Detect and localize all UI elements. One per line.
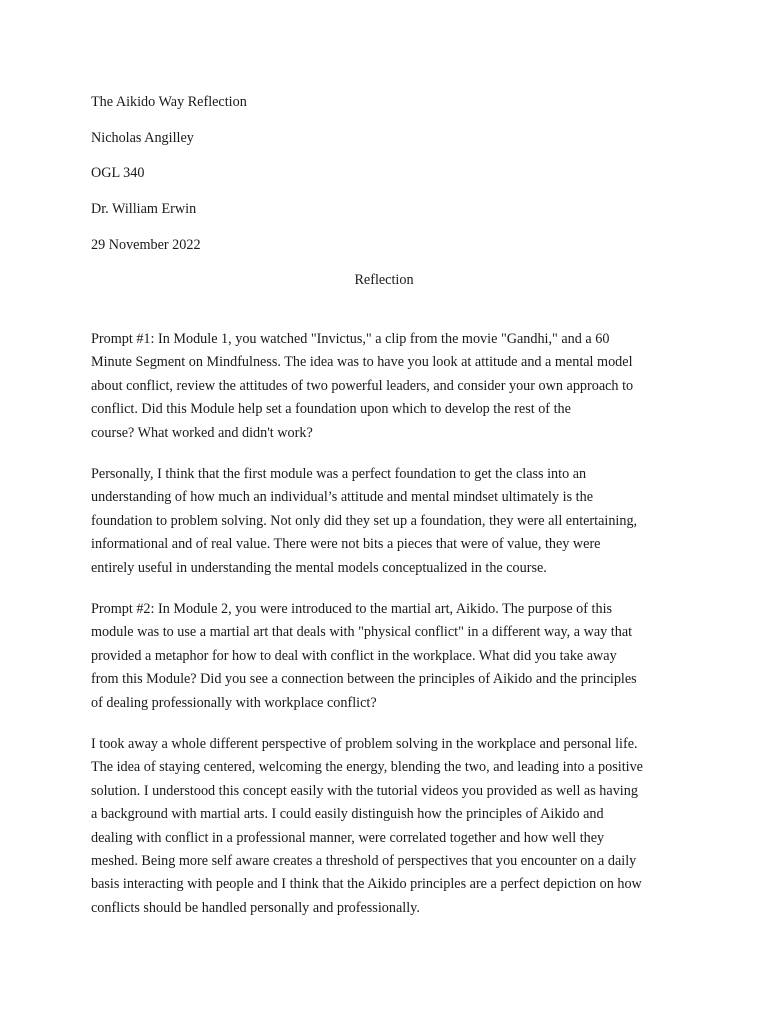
paragraph-line: module was to use a martial art that deals with "physical conflict" in a different way, a way that [91,624,633,641]
paragraph-line: informational and of real value. There were not bits a pieces that were of value, they were [91,536,601,553]
document-title: The Aikido Way Reflection [91,94,247,110]
prompt-2-paragraph [91,598,691,715]
prompt-1-paragraph [91,328,691,445]
paragraph-line: Prompt #2: In Module 2, you were introduced to the martial art, Aikido. The purpose of this [91,601,613,617]
instructor-name: Dr. William Erwin [91,201,197,217]
paragraph-line: course? What worked and didn't work? [91,424,313,441]
paragraph-line: The idea of staying centered, welcoming the energy, blending the two, and leading into a positive [91,759,643,776]
paragraph-line: entirely useful in understanding the mental models conceptualized in the course. [91,559,547,576]
paragraph-line: dealing with conflict in a professional manner, were correlated together and how well they [91,829,605,846]
paragraph-line: provided a metaphor for how to deal with conflict in the workplace. What did you take away [91,647,617,664]
paragraph-line: basis interacting with people and I think that the Aikido principles are a perfect depiction on how [91,876,642,893]
section-title: Reflection [354,272,414,288]
paragraph-line: Prompt #1: In Module 1, you watched "Invictus," a clip from the movie "Gandhi," and a 60 [91,331,610,347]
document-date: 29 November 2022 [91,237,201,253]
author-name: Nicholas Angilley [91,130,194,146]
paragraph-line: understanding of how much an individual’s attitude and mental mindset ultimately is the [91,489,593,506]
paragraph-line: Minute Segment on Mindfulness. The idea was to have you look at attitude and a mental model [91,354,633,371]
response-2-paragraph [91,733,691,920]
paragraph-line: from this Module? Did you see a connection between the principles of Aikido and the principles [91,671,637,688]
paragraph-line: conflict. Did this Module help set a foundation upon which to develop the rest of the [91,401,571,418]
paragraph-line: conflicts should be handled personally and professionally. [91,899,420,916]
course-code: OGL 340 [91,165,145,181]
paragraph-line: of dealing professionally with workplace conflict? [91,694,377,711]
paragraph-line: I took away a whole different perspective of problem solving in the workplace and personal life. [91,736,638,752]
response-1-paragraph [91,463,691,580]
paragraph-line: Personally, I think that the first module was a perfect foundation to get the class into an [91,466,587,482]
paragraph-line: foundation to problem solving. Not only did they set up a foundation, they were all entertaining, [91,512,638,529]
paragraph-line: a background with martial arts. I could easily distinguish how the principles of Aikido and [91,806,604,823]
paragraph-line: meshed. Being more self aware creates a threshold of perspectives that you encounter on a daily [91,853,637,870]
paragraph-line: solution. I understood this concept easily with the tutorial videos you provided as well as having [91,782,638,799]
paragraph-line: about conflict, review the attitudes of two powerful leaders, and consider your own approach to [91,377,634,394]
